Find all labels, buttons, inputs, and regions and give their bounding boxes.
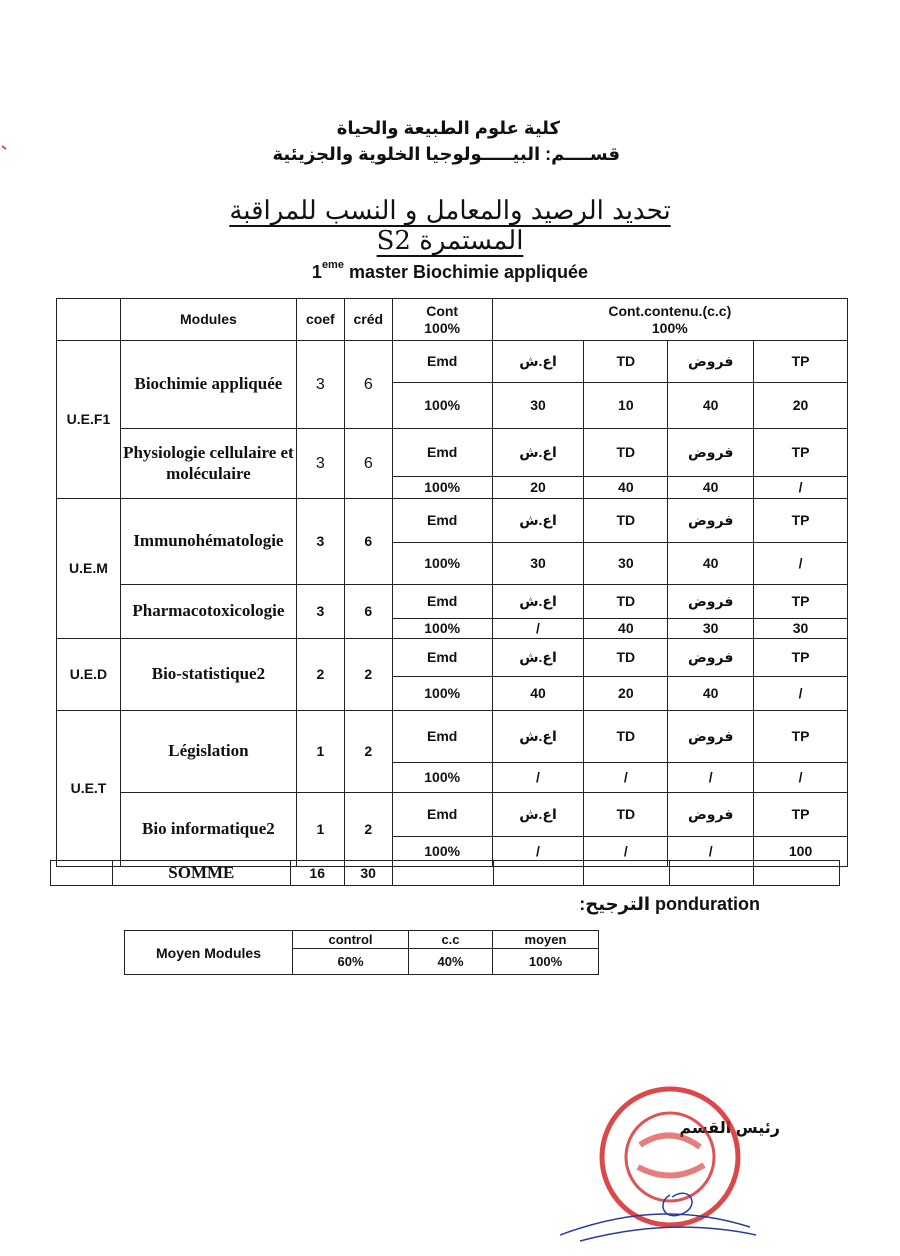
emd-value: 100% [392,763,492,793]
somme-empty-cell [754,861,840,886]
module-cred: 2 [344,639,392,711]
module-name: Biochimie appliquée [120,341,296,429]
emd-value: 100% [392,619,492,639]
chef-department-label: رئيس القسم [679,1120,780,1137]
emd-label: Emd [392,341,492,383]
module-name: Bio-statistique2 [120,639,296,711]
unit-label: U.E.D [57,639,121,711]
module-name: Physiologie cellulaire et moléculaire [120,429,296,499]
aash-label: اع.ش [492,585,584,619]
faculty-name: كلية علوم الطبيعة والحياة [336,118,560,138]
somme-empty-cell [584,861,670,886]
unit-label: U.E.M [57,499,121,639]
tp-value: 100 [754,837,848,867]
module-name: Pharmacotoxicologie [120,585,296,639]
modules-table [56,298,848,867]
td-label: TD [584,711,668,763]
aash-value: 40 [492,677,584,711]
cred-header: créd [344,299,392,341]
td-label: TD [584,585,668,619]
somme-empty-cell [670,861,754,886]
tp-value: / [754,477,848,499]
unit-header-cell [57,299,121,341]
somme-row [50,860,840,886]
somme-empty-cell [392,861,494,886]
tp-label: TP [754,639,848,677]
cont-header [392,299,492,341]
tp-label: TP [754,499,848,543]
aash-label: اع.ش [492,341,584,383]
cc-header [492,299,847,341]
moyen-value: 100% [493,949,599,975]
cont-header-line1: Cont [426,302,459,319]
td-label: TD [584,429,668,477]
somme-coef: 16 [290,861,344,886]
furud-label: فروض [668,499,754,543]
td-value: 40 [584,619,668,639]
furud-label: فروض [668,711,754,763]
furud-label: فروض [668,639,754,677]
tp-value: / [754,543,848,585]
tp-label: TP [754,585,848,619]
furud-value: / [668,837,754,867]
emd-label: Emd [392,585,492,619]
module-cred: 2 [344,793,392,867]
module-coef: 3 [296,341,344,429]
tp-value: / [754,763,848,793]
aash-label: اع.ش [492,793,584,837]
unit-label: U.E.F1 [57,341,121,499]
somme-label: SOMME [112,861,290,886]
furud-value: 40 [668,383,754,429]
emd-value: 100% [392,383,492,429]
furud-value: / [668,763,754,793]
somme-empty-cell [494,861,584,886]
emd-label: Emd [392,499,492,543]
emd-label: Emd [392,793,492,837]
level-number: 1 [311,262,322,282]
td-label: TD [584,639,668,677]
furud-value: 40 [668,677,754,711]
module-coef: 3 [296,499,344,585]
red-mark [0,142,10,152]
aash-label: اع.ش [492,499,584,543]
td-value: 30 [584,543,668,585]
td-value: / [584,837,668,867]
tp-label: TP [754,793,848,837]
furud-label: فروض [668,585,754,619]
module-coef: 3 [296,585,344,639]
furud-label: فروض [668,341,754,383]
tp-label: TP [754,341,848,383]
ponderation-table [124,930,599,975]
module-name: Législation [120,711,296,793]
furud-label: فروض [668,793,754,837]
aash-value: / [492,763,584,793]
module-cred: 6 [344,499,392,585]
emd-value: 100% [392,677,492,711]
td-value: / [584,763,668,793]
department-name: قســــم: البيـــــولوجيا الخلوية والجزيئية [272,144,620,164]
td-value: 10 [584,383,668,429]
ponderation-label: ponduration الترجيح: [579,894,760,914]
aash-label: اع.ش [492,639,584,677]
furud-value: 30 [668,619,754,639]
control-header: control [293,931,409,949]
module-cred: 6 [344,341,392,429]
furud-value: 40 [668,543,754,585]
emd-label: Emd [392,711,492,763]
tp-value: 20 [754,383,848,429]
aash-value: / [492,837,584,867]
tp-label: TP [754,429,848,477]
emd-value: 100% [392,543,492,585]
emd-label: Emd [392,429,492,477]
module-coef: 2 [296,639,344,711]
module-name: Immunohématologie [120,499,296,585]
moyen-header: moyen [493,931,599,949]
tp-value: / [754,677,848,711]
tp-value: 30 [754,619,848,639]
td-value: 20 [584,677,668,711]
cc-header: c.c [409,931,493,949]
td-label: TD [584,341,668,383]
module-coef: 1 [296,793,344,867]
aash-value: 30 [492,383,584,429]
emd-label: Emd [392,639,492,677]
somme-empty-cell [51,861,113,886]
td-label: TD [584,793,668,837]
aash-label: اع.ش [492,711,584,763]
somme-cred: 30 [344,861,392,886]
aash-label: اع.ش [492,429,584,477]
td-label: TD [584,499,668,543]
unit-label: U.E.T [57,711,121,867]
emd-value: 100% [392,837,492,867]
control-value: 60% [293,949,409,975]
module-cred: 6 [344,585,392,639]
cc-header-line1: Cont.contenu.(c.c) [608,302,732,319]
cont-header-line2: 100% [424,319,461,336]
module-cred: 6 [344,429,392,499]
module-coef: 1 [296,711,344,793]
aash-value: 30 [492,543,584,585]
modules-header: Modules [120,299,296,341]
emd-value: 100% [392,477,492,499]
aash-value: 20 [492,477,584,499]
level-superscript: eme [321,259,344,271]
program-level [240,259,660,283]
moyen-modules-label: Moyen Modules [125,931,293,975]
td-value: 40 [584,477,668,499]
aash-value: / [492,619,584,639]
cc-header-line2: 100% [651,319,688,336]
furud-value: 40 [668,477,754,499]
coef-header: coef [296,299,344,341]
furud-label: فروض [668,429,754,477]
tp-label: TP [754,711,848,763]
document-title: تحديد الرصيد والمعامل و النسب للمراقبة المستمرة S2 [229,196,671,256]
level-program: master Biochimie appliquée [348,262,589,282]
module-coef: 3 [296,429,344,499]
cc-value: 40% [409,949,493,975]
module-cred: 2 [344,711,392,793]
official-stamp [560,1085,760,1255]
module-name: Bio informatique2 [120,793,296,867]
